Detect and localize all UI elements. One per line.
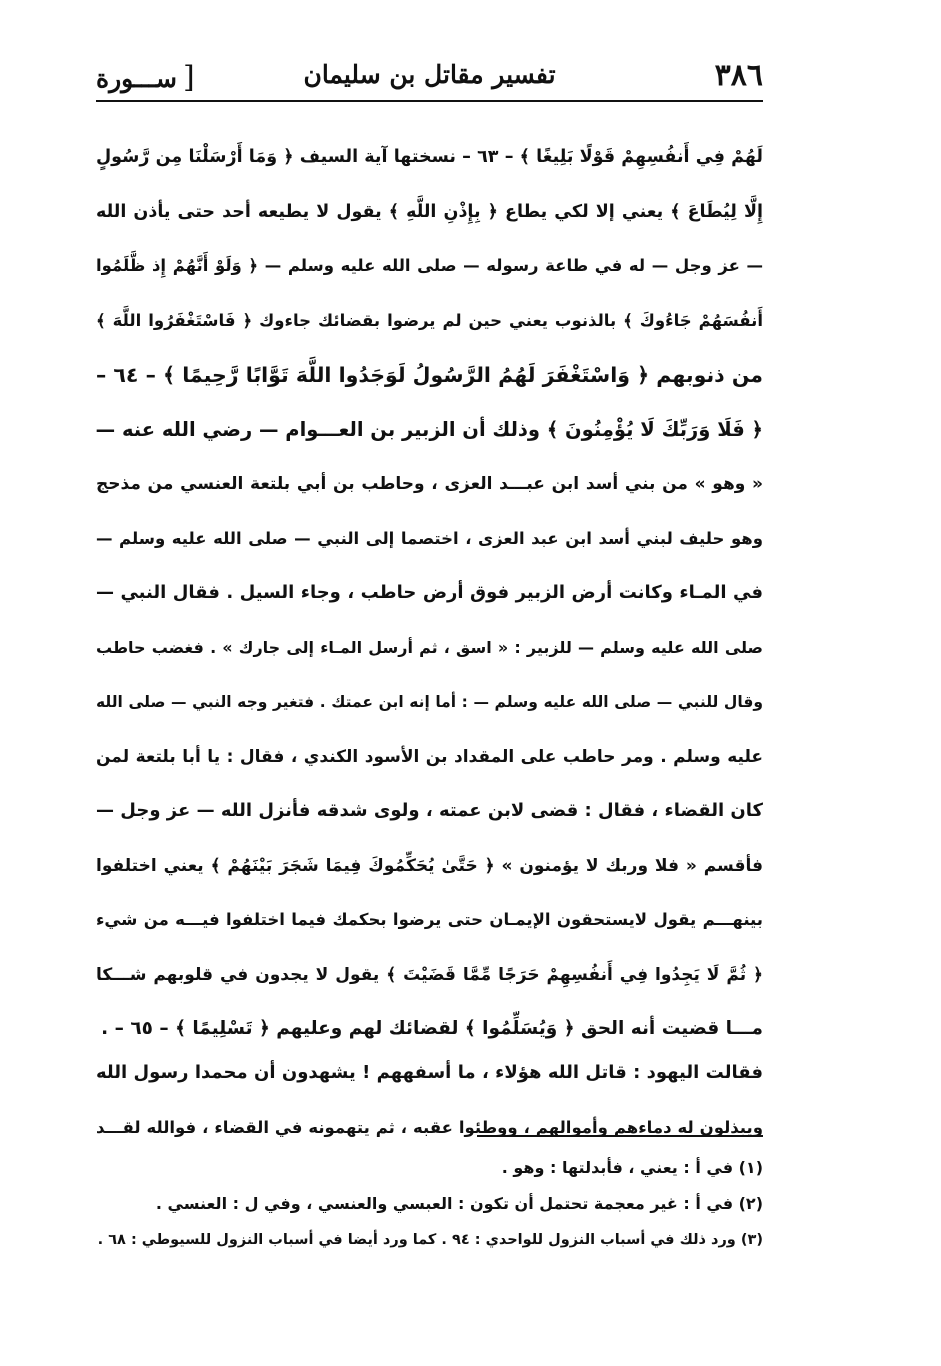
text-line: فأقسم « فلا وربك لا يؤمنون » ﴿ حَتَّىٰ يُحَكِّمُوكَ فِيمَا شَجَرَ بَيْنَهُمْ ﴾ يعني اختلفوا [96, 855, 763, 876]
footnote-rule [477, 1135, 763, 1137]
surah-label-text: ســـورة [96, 64, 178, 93]
text-line: أَنفُسَهُمْ جَاءُوكَ ﴾ بالذنوب يعني حين لم يرضوا بقضائك جاءوك ﴿ فَاسْتَغْفَرُوا اللَّهَ ﴾ [96, 310, 763, 330]
text-line: ﴿ فَلَا وَرَبِّكَ لَا يُؤْمِنُونَ ﴾ وذلك أن الزبير بن العـــوام — رضي الله عنه — [96, 417, 763, 441]
footnotes [96, 1150, 763, 1258]
text-line: بينهـــم يقول لايستحقون الإيمـان حتى يرضوا بحكمك فيما اختلفوا فيـــه من شيء [96, 910, 763, 929]
surah-label [96, 60, 195, 95]
text-line: كان القضاء ، فقال : قضى لابن عمته ، ولوى شدقه فأنزل الله — عز وجل — [96, 800, 763, 821]
text-line: وهو حليف لبني أسد ابن عبد العزى ، اختصما إلى النبي — صلى الله عليه وسلم — [96, 528, 763, 548]
text-line: إِلَّا لِيُطَاعَ ﴾ يعني إلا لكي يطاع ﴿ بِإِذْنِ اللَّهِ ﴾ يقول لا يطيعه أحد حتى يأذن الله [96, 201, 763, 222]
text-line: من ذنوبهم ﴿ وَاسْتَغْفَرَ لَهُمُ الرَّسُولُ لَوَجَدُوا اللَّهَ تَوَّابًا رَّحِيمًا ﴾ – ٦٤ – [96, 363, 763, 387]
text-line: عليه وسلم . ومر حاطب على المقداد بن الأسود الكندي ، فقال : يا أبا بلتعة لمن [96, 746, 763, 767]
text-line: — عز وجل — له في طاعة رسوله — صلى الله عليه وسلم — ﴿ وَلَوْ أَنَّهُمْ إِذ ظَّلَمُوا [96, 256, 763, 275]
page-header [96, 52, 763, 102]
text-line: في المـاء وكانت أرض الزبير فوق أرض حاطب ، وجاء السيل . فقال النبي — [96, 582, 763, 603]
running-title: تفسير مقاتل بن سليمان [303, 60, 556, 89]
text-line: ﴿ ثُمَّ لَا يَجِدُوا فِي أَنفُسِهِمْ حَرَجًا مِّمَّا قَضَيْتَ ﴾ يقول لا يجدون في قلوبهم شـــكا [96, 964, 763, 985]
text-line: « وهو » من بني أسد ابن عبـــد العزى ، وحاطب بن أبي بلتعة العنسي من مذحج [96, 474, 763, 494]
text-line: ويبذلون له دماءهم وأموالهم ، ووطئوا عقبه ، ثم يتهمونه في القضاء ، فوالله لقـــد [96, 1117, 763, 1137]
bracket-mark: [ [183, 60, 195, 95]
text-line: وقال للنبي — صلى الله عليه وسلم — : أما إنه ابن عمتك . فتغير وجه النبي — صلى الله [96, 693, 763, 711]
text-line: لَهُمْ فِي أَنفُسِهِمْ قَوْلًا بَلِيغًا ﴾ – ٦٣ – نسختها آية السيف ﴿ وَمَا أَرْسَلْنَا مِن رَّسُولٍ [96, 147, 763, 167]
page-number: ٣٨٦ [714, 58, 763, 93]
footnote: (٣) ورد ذلك في أسباب النزول للواحدي : ٩٤ . كما ورد أيضا في أسباب النزول للسيوطي : ٦٨ . [97, 1232, 763, 1248]
text-line: مـــا قضيت أنه الحق ﴿ وَيُسَلِّمُوا ﴾ لقضائك لهم وعليهم ﴿ تَسْلِيمًا ﴾ – ٦٥ – . [101, 1018, 763, 1039]
footnote: (١) في أ : يعني ، فأبدلتها : وهو . [501, 1158, 763, 1177]
second-paragraph [96, 1046, 763, 1155]
main-text [96, 130, 763, 1057]
text-line: صلى الله عليه وسلم — للزبير : « اسق ، ثم أرسل المـاء إلى جارك » . فغضب حاطب [96, 637, 763, 657]
text-line: فقالت اليهود : قاتل الله هؤلاء ، ما أسفههم ! يشهدون أن محمدا رسول الله [96, 1062, 763, 1083]
footnote: (٢) في أ : غير معجمة تحتمل أن تكون : العبسي والعنسي ، وفي ل : العنسي . [155, 1194, 763, 1213]
